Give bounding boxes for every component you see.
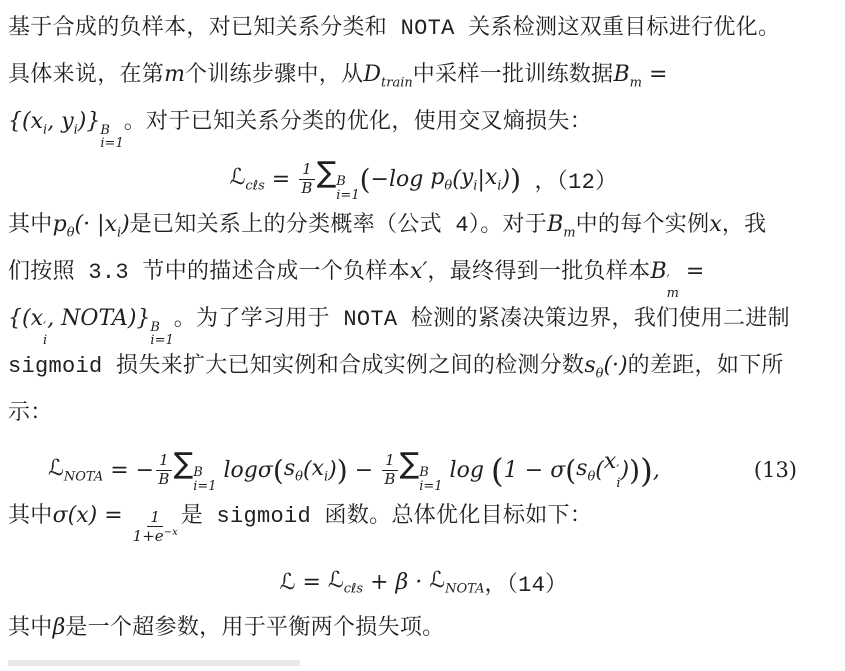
math-segment — [230, 165, 265, 193]
formula-13 — [0, 442, 845, 498]
math-segment — [565, 454, 576, 487]
math-segment — [295, 570, 327, 595]
math-segment — [53, 212, 75, 240]
math-text: y — [460, 164, 474, 190]
math-text: = − — [103, 457, 155, 483]
math-text: σ — [257, 457, 273, 483]
limits-stack — [336, 175, 359, 202]
math-segment — [429, 568, 484, 596]
math-segment — [302, 160, 312, 178]
limits-stack — [419, 466, 442, 493]
math-segment — [284, 456, 303, 484]
math-segment — [328, 458, 337, 483]
math-segment — [452, 167, 461, 192]
math-text: σ — [550, 457, 566, 483]
math-segment — [47, 109, 61, 134]
limits-stack — [193, 466, 216, 493]
math-text: {( — [8, 306, 31, 331]
math-text: ) — [328, 457, 337, 483]
math-segment — [430, 165, 452, 193]
math-text: B — [384, 469, 396, 488]
text-line-6 — [0, 254, 845, 301]
math-text: ) — [336, 453, 348, 487]
math-text: ℒ — [429, 567, 446, 593]
math-segment — [604, 449, 621, 491]
stack-superscript: B — [150, 319, 160, 335]
math-text: 1 — [385, 451, 395, 470]
math-text: 1+ — [132, 527, 155, 546]
math-segment — [679, 259, 704, 284]
formula-14 — [0, 554, 845, 610]
math-text: 1 — [302, 160, 312, 179]
math-text: B — [650, 259, 667, 284]
text-line-13 — [0, 610, 845, 657]
math-text: s — [283, 455, 296, 481]
math-segment — [273, 454, 284, 487]
stack-superscript: ′ — [666, 272, 670, 288]
math-segment — [280, 570, 296, 595]
subscript: cℓs — [245, 178, 265, 194]
math-text: log — [216, 457, 258, 483]
fraction — [132, 509, 179, 546]
math-segment — [642, 62, 667, 87]
math-segment — [443, 458, 491, 483]
math-segment — [385, 451, 395, 469]
math-text: σ — [52, 503, 68, 528]
math-segment — [629, 454, 640, 487]
math-text: ℒ — [48, 455, 64, 481]
fraction — [299, 161, 315, 197]
math-text: ) — [629, 453, 641, 487]
math-text: x — [104, 212, 117, 237]
text-segment: 其中 — [8, 504, 53, 529]
math-segment — [303, 458, 312, 483]
text-segment: ，（14） — [484, 572, 568, 598]
text-line-9 — [0, 395, 845, 442]
math-text: x — [484, 164, 498, 190]
math-segment — [363, 570, 395, 595]
math-segment — [8, 109, 31, 134]
subscript: θ — [595, 366, 604, 382]
text-segment: 基于合成的负样本，对已知关系分类和 NOTA 关系检测这双重目标进行优化。 — [8, 16, 781, 41]
math-segment — [547, 212, 576, 240]
stack-subscript: i — [616, 476, 621, 492]
math-segment — [485, 165, 502, 193]
text-line-3 — [0, 104, 845, 151]
math-segment — [595, 458, 604, 483]
math-text: x — [76, 503, 89, 528]
math-text: x — [30, 306, 44, 331]
stack-superscript: ′ — [616, 462, 620, 478]
text-segment: ，我 — [721, 213, 767, 238]
text-line-1 — [0, 10, 845, 57]
math-text: ( — [272, 453, 284, 487]
math-text: · — [408, 569, 430, 595]
math-text: β — [52, 615, 66, 640]
math-text: ( — [490, 450, 504, 490]
text-segment: ，（12） — [521, 169, 618, 195]
math-text: , — [47, 109, 62, 134]
math-segment — [265, 167, 297, 192]
math-text: s — [584, 353, 596, 378]
math-segment — [217, 458, 258, 483]
math-text: ℒ — [229, 164, 246, 190]
stack-superscript: B — [336, 174, 346, 190]
stack-subscript: i=1 — [419, 478, 443, 494]
math-segment — [61, 109, 78, 137]
text-segment: 具体来说，在第 — [8, 63, 165, 88]
stack-subscript: i — [43, 333, 48, 349]
fraction-numerator — [147, 509, 163, 527]
subscript: cℓs — [343, 581, 364, 597]
stack-subscript: i=1 — [150, 333, 174, 349]
math-segment — [408, 570, 429, 595]
math-segment — [76, 503, 88, 528]
limits-stack — [100, 124, 123, 151]
math-text: ℒ — [279, 569, 296, 595]
fraction-denominator — [300, 180, 313, 197]
math-text: B — [158, 469, 170, 488]
math-text: x — [709, 212, 722, 237]
math-segment — [174, 446, 217, 493]
math-segment — [103, 458, 154, 483]
math-segment — [653, 458, 660, 483]
math-text: m — [164, 62, 185, 87]
text-segment: 其中 — [8, 213, 53, 238]
subscript: i — [497, 178, 502, 194]
math-segment — [164, 62, 185, 87]
text-line-2 — [0, 57, 845, 104]
fraction-denominator — [157, 471, 170, 488]
math-text: D — [363, 62, 382, 87]
text-line-8 — [0, 348, 845, 395]
math-segment — [133, 527, 155, 545]
math-segment — [328, 568, 363, 596]
math-segment — [360, 163, 371, 196]
text-segment: 。对于已知关系分类的优化，使用交叉熵损失： — [123, 110, 593, 135]
text-segment: 是一个超参数，用于平衡两个损失项。 — [65, 616, 445, 641]
math-text: B — [547, 212, 564, 237]
subscript: θ — [587, 469, 596, 485]
math-segment — [501, 167, 510, 192]
stack-subscript: i=1 — [100, 136, 124, 152]
text-line-11 — [0, 498, 845, 554]
math-segment — [620, 458, 629, 483]
equation-number: (13) — [753, 458, 797, 482]
math-text: ( — [452, 166, 461, 192]
math-text: ) = — [88, 503, 130, 528]
math-text: = — [678, 259, 705, 284]
math-text: 1 − — [503, 457, 551, 483]
math-segment — [576, 456, 595, 484]
math-segment — [48, 456, 103, 484]
math-text: ) — [510, 162, 521, 196]
text-segment: 中的每个实例 — [575, 213, 710, 238]
math-text: = — [641, 62, 668, 87]
math-segment — [258, 458, 273, 483]
math-text: ) — [501, 166, 511, 192]
math-segment — [510, 163, 521, 196]
math-segment — [121, 212, 130, 237]
fraction — [382, 452, 398, 488]
stack-superscript: B — [419, 465, 429, 481]
math-text: x — [311, 455, 324, 481]
stack-superscript: ′ — [43, 319, 46, 335]
superscript: −x — [163, 527, 178, 539]
math-text: ( — [595, 457, 604, 483]
math-segment — [491, 451, 504, 490]
math-segment — [461, 165, 478, 193]
subscript: NOTA — [445, 581, 485, 597]
stack-subscript: m — [666, 286, 679, 302]
text-segment: 中采样一批训练数据 — [412, 63, 614, 88]
math-text: ℒ — [327, 567, 344, 593]
math-text: (· | — [74, 212, 105, 237]
math-text: −log — [370, 166, 431, 192]
math-text: x′ — [410, 259, 428, 284]
math-text: s — [576, 455, 588, 481]
math-text: x — [603, 448, 617, 474]
text-segment: 是已知关系上的分类概率（公式 4）。对于 — [129, 213, 548, 238]
fraction-numerator — [299, 161, 315, 179]
math-segment — [348, 458, 380, 483]
subscript: i — [43, 122, 48, 138]
text-line-7 — [0, 301, 845, 348]
math-segment — [584, 353, 603, 381]
math-text: = — [295, 569, 328, 595]
text-segment: 其中 — [8, 616, 53, 641]
math-text: ) — [640, 450, 653, 490]
math-segment — [150, 306, 173, 348]
text-segment: 是 sigmoid 函数。总体优化目标如下： — [180, 504, 593, 529]
limits-stack — [150, 321, 173, 348]
math-segment — [317, 155, 360, 202]
text-segment: 们按照 3.3 节中的描述合成一个负样本 — [8, 260, 411, 285]
math-segment — [400, 446, 443, 493]
math-segment — [371, 167, 431, 192]
math-text: {( — [8, 109, 31, 134]
fraction-numerator — [156, 452, 172, 470]
math-text: p — [430, 164, 445, 190]
math-segment — [158, 470, 169, 488]
math-segment — [78, 109, 124, 151]
math-text: − — [347, 457, 381, 483]
math-text: log — [442, 457, 491, 483]
fraction — [156, 452, 172, 488]
math-segment — [8, 306, 31, 331]
subscript: i — [324, 469, 329, 485]
math-segment — [155, 527, 178, 545]
formula-12 — [0, 151, 845, 207]
math-text: , — [652, 457, 660, 483]
summation-symbol: ∑ — [173, 446, 194, 481]
math-segment — [709, 212, 721, 237]
math-segment — [75, 212, 105, 237]
text-segment: 示： — [8, 401, 53, 426]
math-text: + — [363, 569, 396, 595]
subscript: θ — [66, 225, 75, 241]
math-segment — [640, 451, 653, 490]
stack-superscript: B — [100, 122, 110, 138]
math-segment — [504, 458, 550, 483]
stack-subscript: i=1 — [193, 478, 217, 494]
math-text: β — [395, 569, 409, 595]
math-segment — [68, 503, 77, 528]
math-text: 1 — [159, 451, 169, 470]
math-segment — [550, 458, 565, 483]
fraction-numerator — [382, 452, 398, 470]
text-segment: ，最终得到一批负样本 — [427, 260, 651, 285]
math-text: e — [154, 527, 164, 546]
math-segment — [363, 62, 412, 90]
summation-symbol: ∑ — [399, 446, 420, 481]
text-segment: 的差距，如下所 — [627, 354, 784, 379]
math-segment — [337, 454, 348, 487]
subscript: i — [116, 225, 122, 241]
math-text: , NOTA)} — [47, 306, 151, 331]
math-segment — [396, 570, 409, 595]
math-segment — [312, 456, 329, 484]
subscript: i — [473, 178, 478, 194]
math-segment — [384, 470, 395, 488]
math-segment — [47, 306, 150, 331]
stack-superscript: B — [193, 465, 203, 481]
text-segment: sigmoid 损失来扩大已知实例和合成实例之间的检测分数 — [8, 354, 585, 379]
math-segment — [613, 62, 642, 90]
math-text: 1 — [150, 508, 160, 526]
math-text: B — [613, 62, 630, 87]
math-text: ( — [359, 162, 371, 196]
fraction-denominator — [383, 471, 396, 488]
subscript: NOTA — [63, 469, 104, 485]
stack-subscript: i=1 — [336, 187, 360, 203]
math-text: = — [264, 166, 298, 192]
math-segment — [410, 259, 427, 284]
subscript: m — [563, 225, 576, 241]
math-text: | — [477, 166, 485, 192]
text-segment: 个训练步骤中，从 — [184, 63, 364, 88]
math-text: B — [301, 178, 313, 197]
math-segment — [31, 306, 48, 348]
math-text: ( — [565, 453, 577, 487]
math-segment — [53, 615, 66, 640]
math-text: ) — [620, 457, 630, 483]
math-text: )} — [77, 109, 101, 134]
math-text: p — [52, 212, 67, 237]
math-segment — [159, 451, 169, 469]
cutoff-highlight-bar — [8, 660, 300, 666]
text-segment: 。为了学习用于 NOTA 检测的紧凑决策边界，我们使用二进制 — [173, 307, 790, 332]
math-segment — [53, 503, 68, 528]
math-segment — [31, 109, 48, 137]
fraction-denominator — [132, 527, 179, 545]
math-segment — [603, 353, 627, 378]
math-text: (·) — [603, 353, 628, 378]
math-segment — [650, 259, 679, 301]
math-text: ) — [121, 212, 130, 237]
math-segment — [89, 503, 130, 528]
text-line-5 — [0, 207, 845, 254]
math-segment — [150, 508, 160, 526]
subscript: θ — [444, 178, 453, 194]
subscript: train — [381, 75, 413, 91]
math-text: ( — [302, 457, 312, 483]
subscript: m — [629, 75, 642, 91]
math-text: y — [61, 109, 74, 134]
math-segment — [301, 179, 312, 197]
subscript: θ — [295, 469, 303, 485]
math-segment — [105, 212, 122, 240]
math-text: x — [30, 109, 44, 134]
math-segment — [477, 167, 484, 192]
summation-symbol: ∑ — [316, 155, 337, 190]
math-text: ( — [67, 503, 77, 528]
limits-stack — [667, 274, 679, 301]
subscript: i — [73, 122, 78, 138]
